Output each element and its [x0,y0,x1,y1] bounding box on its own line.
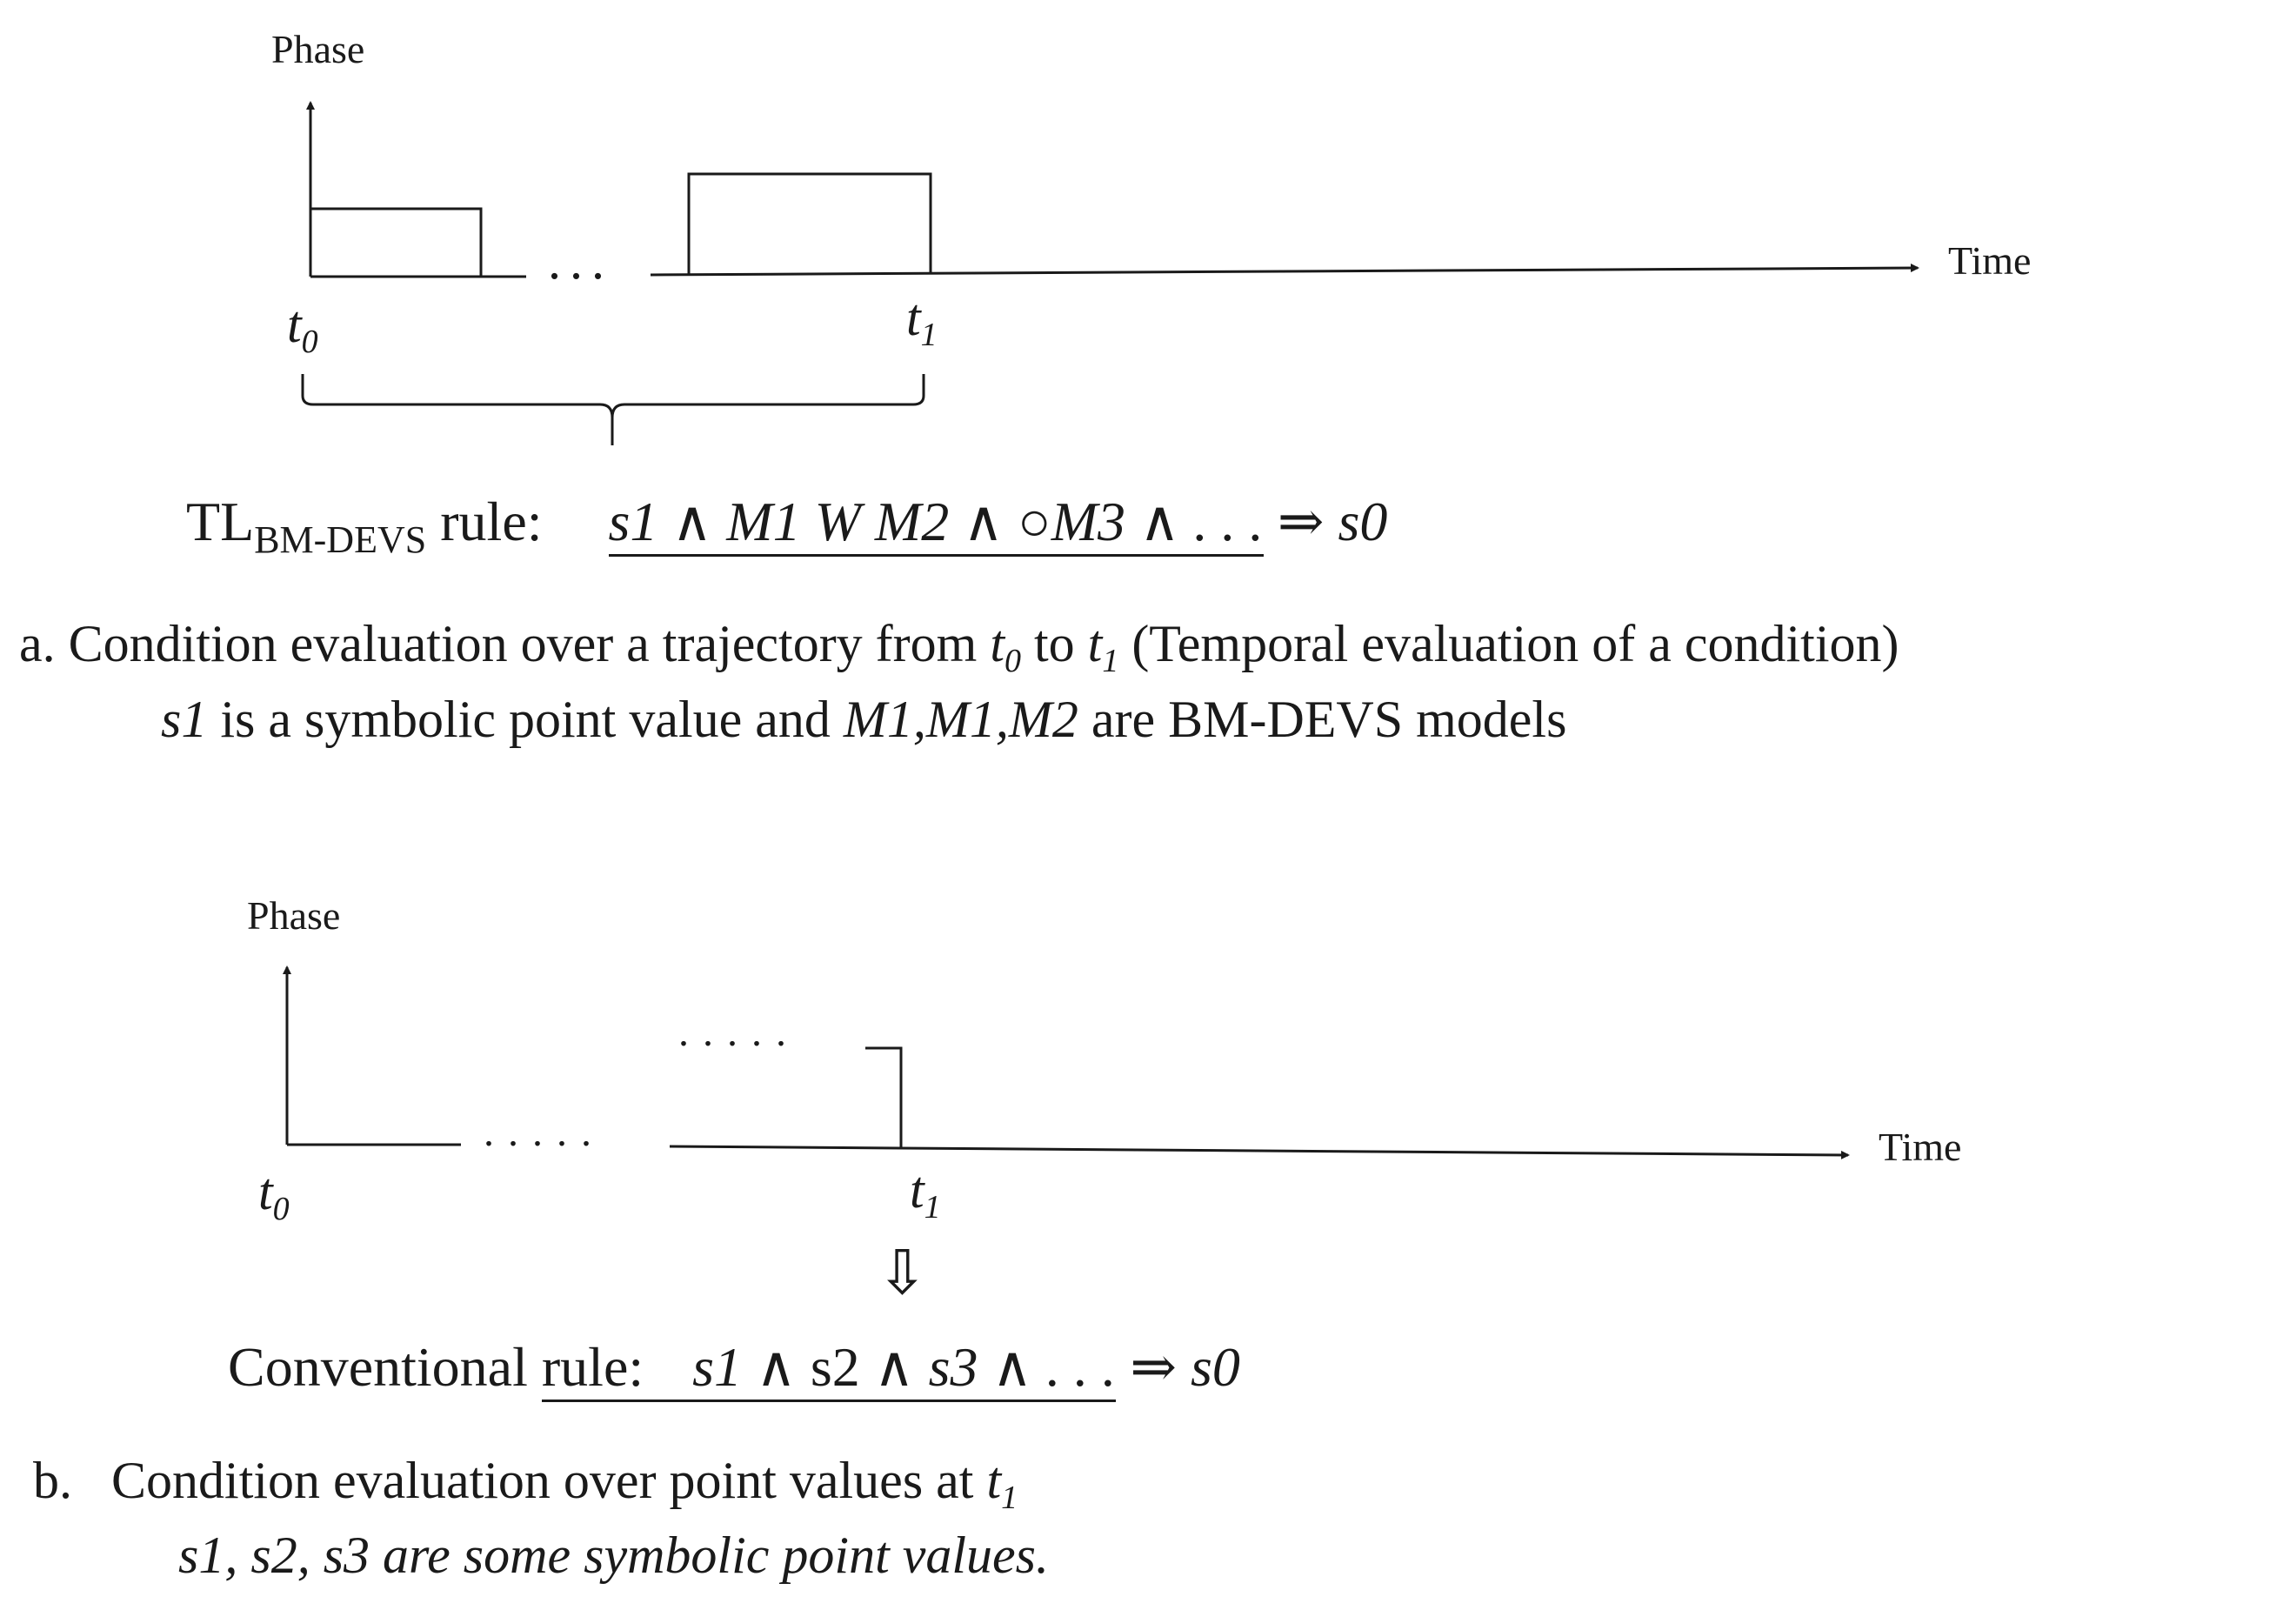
diagram-a-y-axis-label: Phase [271,27,365,71]
t1-sub: 1 [920,317,938,353]
caption-a-t0-sub: 0 [1004,643,1021,679]
caption-a-text-4: is a symbolic point value and [207,691,844,748]
diagram-b-x-axis [670,1146,1848,1155]
diagram-a-x-axis-label: Time [1948,238,2032,283]
t0-base: t [258,1163,273,1220]
diagram-b-t1-label [910,1161,941,1226]
caption-a-s1: s1 [161,691,208,748]
caption-a-t1-sub: 1 [1102,643,1119,679]
t1-base: t [906,289,921,346]
caption-a-text-1: a. Condition evaluation over a trajectory from [19,615,991,672]
caption-a-text-3: (Temporal evaluation of a condition) [1118,615,1899,672]
caption-a-text-5: are BM-DEVS models [1078,691,1567,748]
diagram-b-rule [228,1336,1240,1398]
caption-a-models: M1,M1,M2 [843,691,1078,748]
caption-b-text: b. Condition evaluation over point values at [33,1452,987,1509]
diagram-b-step [865,1048,901,1148]
rule-s2: ∧ s2 ∧ [742,1336,929,1398]
diagram-b-y-axis-label: Phase [247,893,341,938]
down-arrow-icon: ⇩ [877,1237,928,1308]
rule-expression: s1 ∧ M1 W M2 ∧ ○M3 ∧ . . . [609,491,1264,557]
diagram-b-t0-label [258,1163,290,1227]
rule-label: rule: [426,491,543,552]
rule-consequent: ⇒ s0 [1277,491,1388,552]
t1-sub: 1 [924,1189,941,1226]
rule-s1: s1 [692,1336,743,1398]
diagram-b-caption-line-1 [33,1454,1018,1514]
diagram-b-dots-high: . . . . . [678,1009,788,1055]
t1-base: t [910,1161,924,1219]
caption-b-note: s1, s2, s3 are some symbolic point values. [178,1526,1050,1584]
rule-label: rule: [541,1336,644,1398]
t0-sub: 0 [272,1191,290,1227]
caption-b-t1-sub: 1 [1001,1480,1018,1516]
rule-prefix-subscript: BM-DEVS [254,518,427,561]
diagram-b-dots-low: . . . . . [484,1109,593,1155]
t0-sub: 0 [301,324,318,360]
rule-label-prefix: Conventional [228,1336,542,1398]
caption-b-t1: t [986,1452,1002,1509]
caption-a-text-2: to [1020,615,1088,672]
t0-base: t [287,296,302,353]
caption-a-t1: t [1087,615,1103,672]
diagram-b-x-axis-label: Time [1879,1125,1962,1169]
diagram-b-caption-line-2 [178,1526,1050,1584]
rule-underlined [542,1336,1117,1402]
caption-a-t0: t [990,615,1004,672]
diagram-a-ellipsis: ... [548,232,613,290]
rule-s3: s3 ∧ . . . [928,1336,1117,1398]
rule-consequent: ⇒ s0 [1130,1336,1240,1398]
rule-prefix: TL [186,491,255,552]
